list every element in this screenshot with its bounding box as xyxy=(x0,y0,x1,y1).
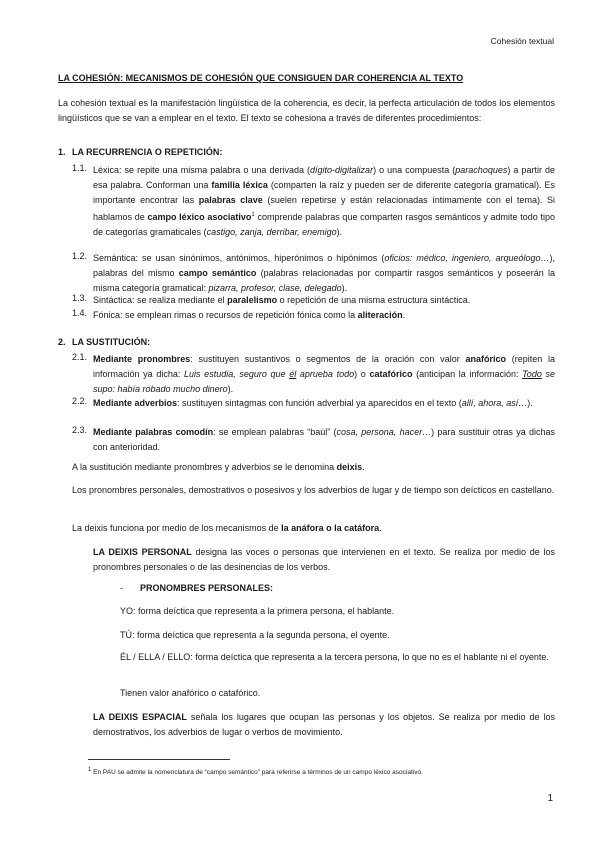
item-2-1-number: 2.1. xyxy=(72,352,88,362)
footnote-ref: 1 xyxy=(251,212,255,218)
section-1-number: 1. xyxy=(58,147,66,157)
personal-deixis: LA DEIXIS PERSONAL designa las voces o personas que intervienen en el texto. Se realiza por medio de los pronombres personales o de las desinencias de los verbos. xyxy=(93,547,555,572)
intro-paragraph: La cohesión textual es la manifestación lingüística de la coherencia, es decir, la perfecta articulación de todos los elementos lingüísticos que se van a emplear en el texto. El texto se cohesiona a través de diferentes procedimientos: xyxy=(58,98,555,123)
personal-pronouns-title: PRONOMBRES PERSONALES: xyxy=(140,583,274,593)
item-1-1-number: 1.1. xyxy=(72,163,88,173)
spatial-deixis: LA DEIXIS ESPACIAL señala los lugares que ocupan las personas y los objetos. Se realiza por medio de los demostrativos, los adverbios de lugar o verbos de movimiento. xyxy=(93,712,555,737)
footnote-separator xyxy=(88,759,230,760)
anaphoric-value-note: Tienen valor anafórico o catafórico. xyxy=(120,688,261,698)
item-1-2-number: 1.2. xyxy=(72,251,88,261)
item-2-3-text: Mediante palabras comodín: se emplean palabras “baúl” (cosa, persona, hacer…) para sustituir otras ya dichas con anterioridad. xyxy=(93,427,555,452)
document-title: LA COHESIÓN: MECANISMOS DE COHESIÓN QUE CONSIGUEN DAR COHERENCIA AL TEXTO xyxy=(58,73,464,83)
item-2-3-number: 2.3. xyxy=(72,425,88,435)
item-1-3-number: 1.3. xyxy=(72,293,88,303)
pronoun-tu: TÚ: forma deíctica que representa a la segunda persona, el oyente. xyxy=(120,630,390,640)
item-2-2-number: 2.2. xyxy=(72,396,88,406)
section-2-title: LA SUSTITUCIÓN: xyxy=(72,337,151,347)
pronoun-yo: YO: forma deíctica que representa a la primera persona, el hablante. xyxy=(120,606,395,616)
deixis-mechanisms: La deixis funciona por medio de los mecanismos de la anáfora o la catáfora. xyxy=(72,523,382,533)
page-number: 1 xyxy=(547,793,553,804)
section-2-number: 2. xyxy=(58,337,66,347)
footnote-mark: 1 xyxy=(88,767,92,773)
item-1-4-number: 1.4. xyxy=(72,308,88,318)
deixis-definition: A la sustitución mediante pronombres y adverbios se le denomina deixis. xyxy=(72,462,365,472)
deictics-paragraph: Los pronombres personales, demostrativos o posesivos y los adverbios de lugar y de tiempo son deícticos en castellano. xyxy=(72,485,555,495)
item-1-3-text: Sintáctica: se realiza mediante el paralelismo o repetición de una misma estructura sintáctica. xyxy=(93,295,471,305)
item-1-2-text: Semántica: se usan sinónimos, antónimos, hiperónimos o hipónimos (oficios: médico, ingeniero, arqueólogo…), palabras del mismo campo semántico (palabras relacionadas por compartir rasgos semánticos y poseerán la misma categoría gramatical: pizarra, profesor, clase, delegado). xyxy=(93,253,556,293)
footnote xyxy=(88,767,423,776)
item-2-2-text: Mediante adverbios: sustituyen sintagmas con función adverbial ya aparecidos en el texto (allí, ahora, así…). xyxy=(93,398,533,408)
item-1-4-text: Fónica: se emplean rimas o recursos de repetición fónica como la aliteración. xyxy=(93,310,406,320)
running-header: Cohesión textual xyxy=(490,36,554,46)
item-1-1-text: Léxica: se repite una misma palabra o una derivada (dígito-digitalizar) o una compuesta (parachoques) a partir de esa palabra. Conforman una familia léxica (comparten la raíz y pueden ser de diferente categoría gramatical). Es importante encontrar las palabras clave (suelen repetirse y están relacionadas íntimamente con el tema). Si hablamos de campo léxico asociativo$^1$ comprende palabras que comparten rasgos semánticos y admite todo tipo de categorías gramaticales (castigo, zanja, derribar, enemigo). xyxy=(93,165,555,237)
footnote-text: En PAU se admite la nomenclatura de “campo semántico” para referirse a términos de un campo léxico asociativo. xyxy=(91,769,423,777)
pronoun-el: ÉL / ELLA / ELLO: forma deíctica que representa a la tercera persona, lo que no es el hablante ni el oyente. xyxy=(120,652,549,662)
section-1-title: LA RECURRENCIA O REPETICIÓN: xyxy=(72,147,223,157)
list-dash: - xyxy=(120,583,123,593)
item-2-1-text: Mediante pronombres: sustituyen sustantivos o segmentos de la oración con valor anafórico (repiten la información ya dicha: Luis estudia, seguro que él aprueba todo) o catafórico (anticipan la información: Todo se supo: había robado mucho dinero). xyxy=(93,354,555,394)
